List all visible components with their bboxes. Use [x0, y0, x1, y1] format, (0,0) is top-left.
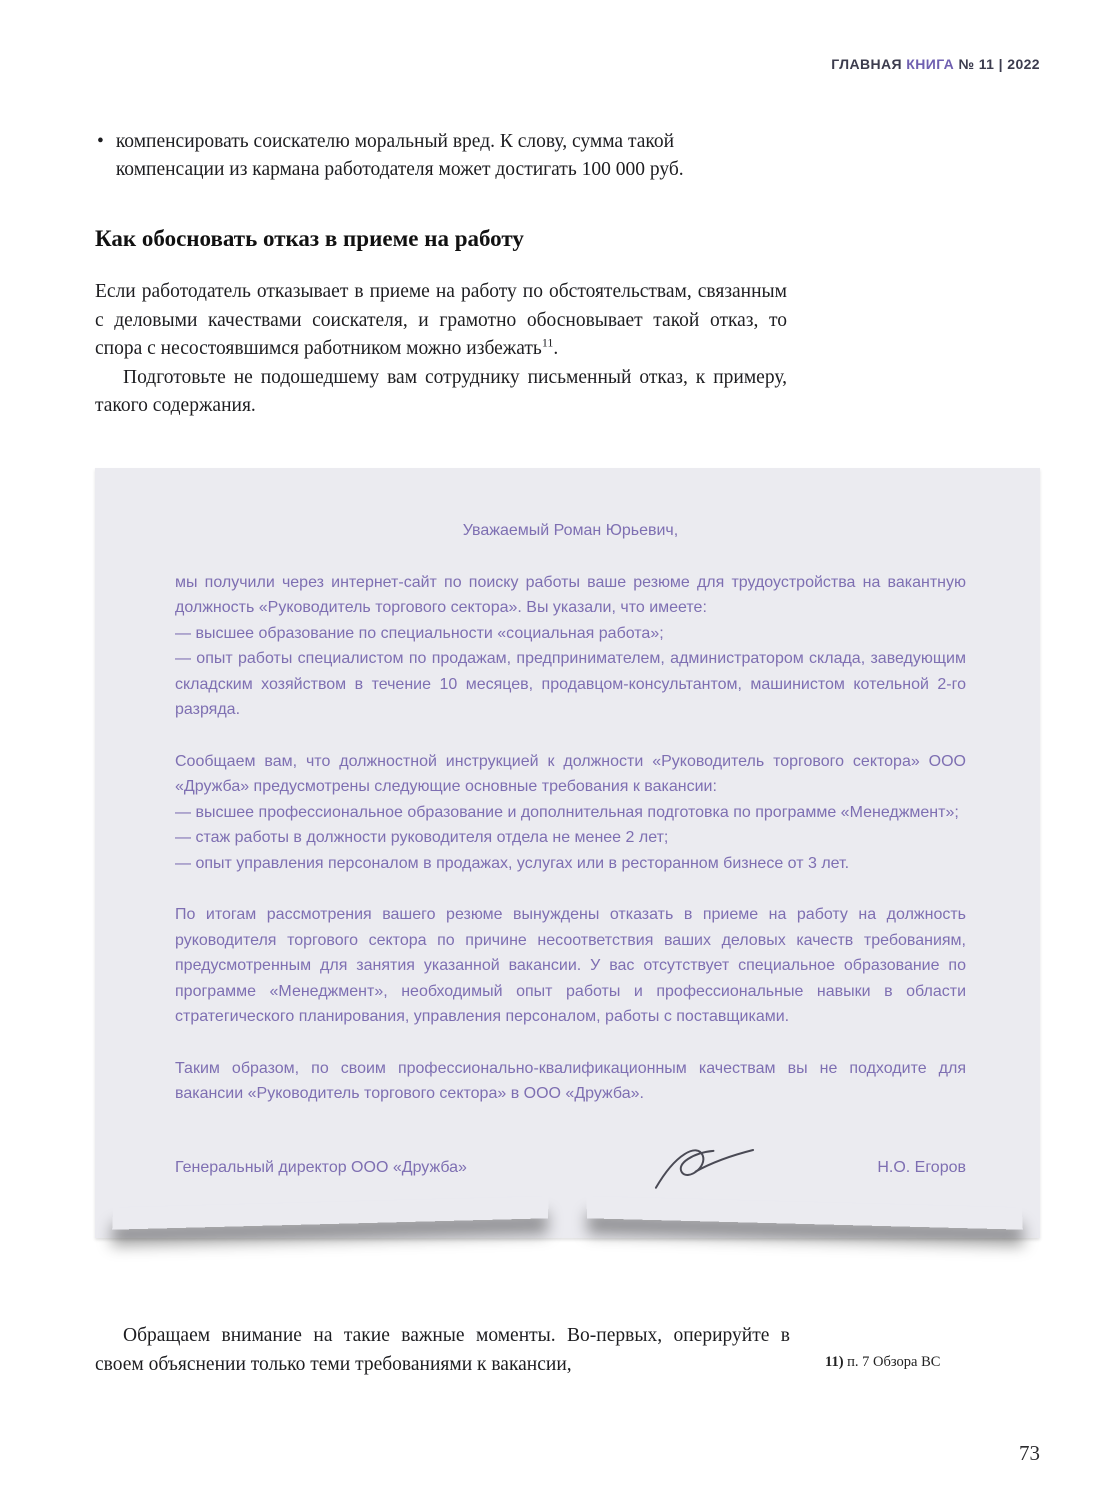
letter-line: — высшее профессиональное образование и дополнительная подготовка по программе «Менеджмент»;: [175, 803, 959, 821]
page-header: [831, 56, 1040, 72]
letter-block-conclusion: [175, 1056, 966, 1107]
rejection-letter-sheet: [95, 468, 1040, 1238]
brand-word-kniga: КНИГА: [906, 56, 955, 72]
footnote-marker: 11): [825, 1354, 844, 1370]
letter-line: Таким образом, по своим профессионально-квалификационным качествам вы не подходите для вакансии «Руководитель торгового сектора» в ООО «Дружба».: [175, 1059, 966, 1102]
section-heading: Как обосновать отказ в приеме на работу: [95, 226, 524, 251]
intro-paragraph-2: Подготовьте не подошедшему вам сотруднику письменный отказ, к примеру, такого содержания.: [95, 366, 787, 416]
page-number: 73: [1019, 1441, 1040, 1465]
letter-line: мы получили через интернет-сайт по поиску работы ваше резюме для трудоустройства на вакантную должность «Руководитель торгового сектора». Вы указали, что имеете:: [175, 573, 966, 616]
signature-row: [175, 1141, 966, 1195]
letter-block-resume: [175, 570, 966, 723]
letter-line: — опыт работы специалистом по продажам, предпринимателем, администратором склада, заведующим складским хозяйством в течение 10 месяцев, продавцом-консультантом, машинистом котельной 2-го разряда.: [175, 650, 966, 718]
letter-line: — высшее образование по специальности «социальная работа»;: [175, 624, 664, 642]
footnote-ref-11: 11: [541, 335, 554, 350]
letter-block-requirements: [175, 749, 966, 877]
letter-line: — стаж работы в должности руководителя отдела не менее 2 лет;: [175, 829, 669, 846]
signer-title: Генеральный директор ООО «Дружба»: [175, 1158, 467, 1176]
letter-line: По итогам рассмотрения вашего резюме вынуждены отказать в приеме на работу на должность руководителя торгового сектора по причине несоответствия ваших деловых качеств требованиям, предусмотренным для занятия указанной вакансии. У вас отсутствует специальное образование по программе «Менеджмент», необходимый опыт работы и профессиональные навыки в области стратегического планирования, управления персоналом, работы с поставщиками.: [175, 906, 966, 1025]
intro-paragraph-1: [95, 278, 787, 364]
intro-paragraph-1-text: Если работодатель отказывает в приеме на работу по обстоятельствам, связанным с деловыми качествами соискателя, и грамотно обосновывает такой отказ, то спора с несостоявшимся работником можно избежать: [95, 281, 787, 359]
letter-salutation: Уважаемый Роман Юрьевич,: [462, 522, 679, 539]
bullet-marker: •: [97, 131, 104, 152]
issue-number: № 11 | 2022: [954, 56, 1040, 72]
bullet-text: компенсировать соискателю моральный вред. К слову, сумма такой компенсации из кармана работодателя может достигать 100 000 руб.: [115, 131, 684, 180]
footnote-11: [825, 1352, 1050, 1372]
signature-scribble-icon: [647, 1141, 762, 1195]
letter-block-refusal: [175, 902, 966, 1030]
brand-word-glavnaya: ГЛАВНАЯ: [831, 56, 907, 72]
footnote-text: п. 7 Обзора ВС: [843, 1354, 941, 1370]
intro-paragraph-1-period: .: [553, 338, 559, 359]
intro-section: [95, 128, 787, 421]
signer-name: Н.О. Егоров: [877, 1158, 966, 1176]
letter-line: Сообщаем вам, что должностной инструкцией к должности «Руководитель торгового сектора» ООО «Дружба» предусмотрены следующие основные требования к вакансии:: [175, 752, 966, 795]
letter-line: — опыт управления персоналом в продажах, услугах или в ресторанном бизнесе от 3 лет.: [175, 854, 850, 872]
outro-paragraph: Обращаем внимание на такие важные моменты. Во-первых, оперируйте в своем объяснении только теми требованиями к вакансии,: [95, 1325, 790, 1375]
bullet-item: [95, 128, 787, 184]
outro-section: [95, 1322, 790, 1379]
